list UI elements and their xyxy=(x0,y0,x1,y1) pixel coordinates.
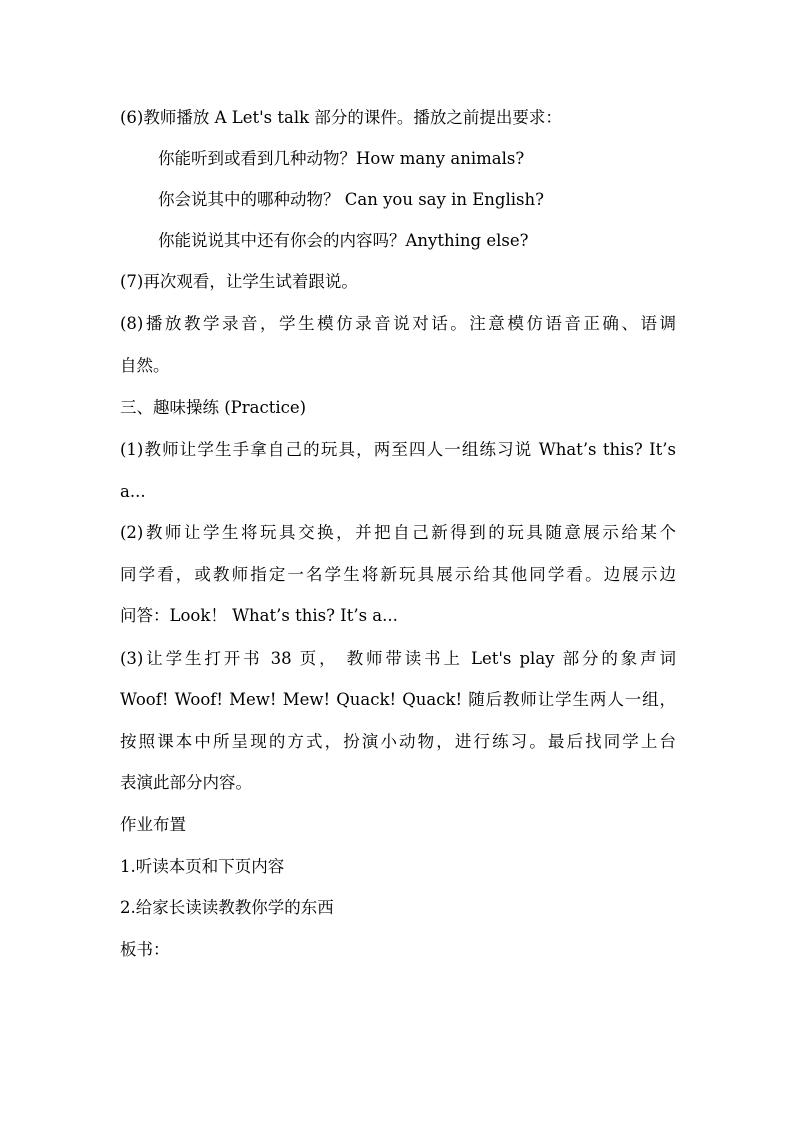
paragraph-practice-1-line-2: a... xyxy=(120,482,146,501)
section-heading-practice: 三、趣味操练 (Practice) xyxy=(120,398,307,417)
paragraph-practice-3-line-2: Woof! Woof! Mew! Mew! Quack! Quack! 随后教师让学生两人一组， xyxy=(120,690,676,709)
paragraph-step-8-line-2: 自然。 xyxy=(120,356,170,375)
paragraph-practice-1-line-1: (1)教师让学生手拿自己的玩具，两至四人一组练习说 What’s this? It’s xyxy=(120,440,676,459)
paragraph-practice-3-line-4: 表演此部分内容。 xyxy=(120,773,252,792)
paragraph-step-7: (7)再次观看，让学生试着跟说。 xyxy=(120,272,358,291)
homework-item-2: 2.给家长读读教教你学的东西 xyxy=(120,898,334,917)
paragraph-practice-3-line-3: 按照课本中所呈现的方式，扮演小动物，进行练习。最后找同学上台 xyxy=(120,732,676,751)
paragraph-practice-2-line-2: 同学看，或教师指定一名学生将新玩具展示给其他同学看。边展示边 xyxy=(120,565,676,584)
section-heading-homework: 作业布置 xyxy=(120,815,186,834)
paragraph-step-8-line-1: (8)播放教学录音，学生模仿录音说对话。注意模仿语音正确、语调 xyxy=(120,314,676,333)
homework-item-1: 1.听读本页和下页内容 xyxy=(120,857,285,876)
question-how-many-animals: 你能听到或看到几种动物？How many animals? xyxy=(158,149,525,168)
paragraph-practice-3-line-1: (3)让学生打开书 38 页， 教师带读书上 Let's play 部分的象声词 xyxy=(120,649,676,668)
question-anything-else: 你能说说其中还有你会的内容吗？Anything else? xyxy=(158,231,529,250)
section-heading-blackboard: 板书： xyxy=(120,940,170,959)
question-say-in-english: 你会说其中的哪种动物？ Can you say in English? xyxy=(158,190,544,209)
paragraph-step-6: (6)教师播放 A Let's talk 部分的课件。播放之前提出要求： xyxy=(120,108,562,127)
paragraph-practice-2-line-1: (2)教师让学生将玩具交换，并把自己新得到的玩具随意展示给某个 xyxy=(120,523,676,542)
paragraph-practice-2-line-3: 问答：Look！ What’s this? It’s a... xyxy=(120,606,398,625)
